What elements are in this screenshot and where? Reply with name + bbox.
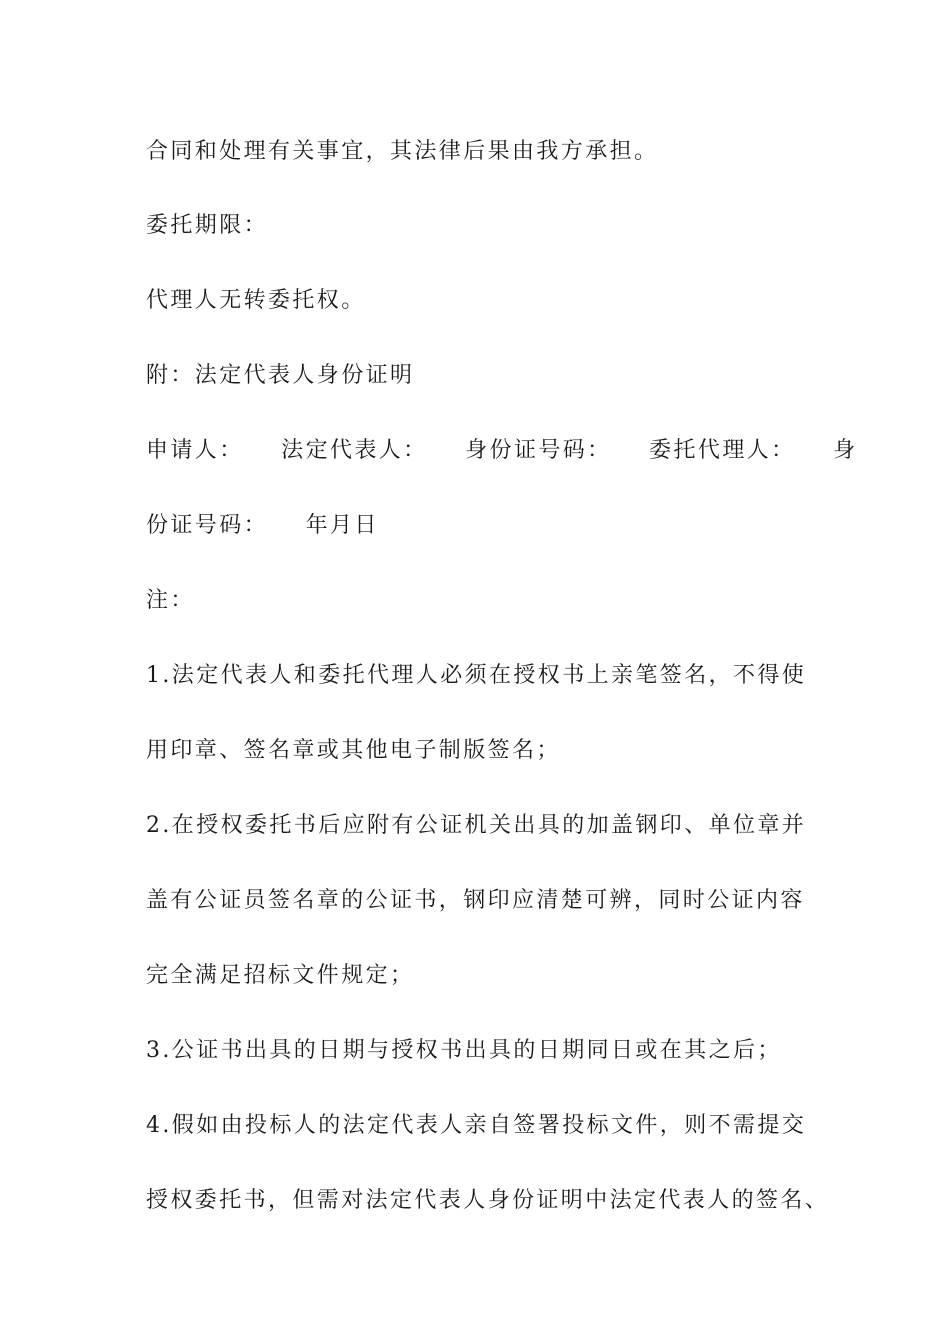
note-2-line-1: 2.在授权委托书后应附有公证机关出具的加盖钢印、单位章并 <box>146 813 807 838</box>
note-4-line-2: 授权委托书，但需对法定代表人身份证明中法定代表人的签名、 <box>146 1188 830 1213</box>
signature-fields-text: 申请人： 法定代表人： 身份证号码： 委托代理人： 身 <box>146 438 858 463</box>
note-1-line-1: 1.法定代表人和委托代理人必须在授权书上亲笔签名，不得使 <box>146 663 807 688</box>
note-4-line-1: 4.假如由投标人的法定代表人亲自签署投标文件，则不需提交 <box>146 1113 807 1138</box>
body-line-3: 代理人无转委托权。 <box>146 288 366 313</box>
body-line-2: 委托期限： <box>146 213 269 238</box>
signature-fields-line <box>146 436 858 466</box>
note-2-line-3: 完全满足招标文件规定； <box>146 963 415 988</box>
note-2-line-2: 盖有公证员签名章的公证书，钢印应清楚可辨，同时公证内容 <box>146 888 805 913</box>
note-3-line-1: 3.公证书出具的日期与授权书出具的日期同日或在其之后； <box>146 1038 782 1063</box>
signature-fields-continued-text: 份证号码： 年月日 <box>146 513 379 538</box>
body-line-4: 附：法定代表人身份证明 <box>146 363 415 388</box>
body-line-1: 合同和处理有关事宜，其法律后果由我方承担。 <box>146 139 659 164</box>
signature-fields-line-continued <box>146 511 806 541</box>
notes-heading: 注： <box>146 588 195 613</box>
note-1-line-2: 用印章、签名章或其他电子制版签名； <box>146 738 561 763</box>
